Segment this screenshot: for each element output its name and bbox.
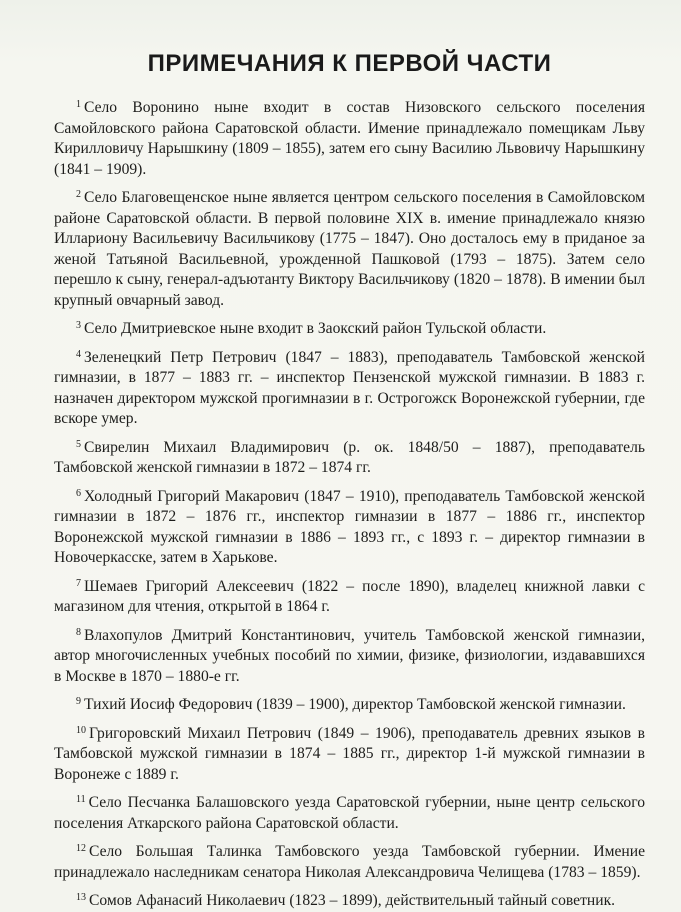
note-item [54,435,645,479]
note-text: Село Большая Талинка Тамбовского уезда Тамбовской губернии. Имение принадлежало наследникам сенатора Николая Александровича Челищева (1783 – 1859). [54,843,645,881]
note-number: 9 [76,696,81,707]
note-item [54,316,645,340]
note-number: 2 [76,189,81,200]
note-number: 7 [76,577,81,589]
page-title: ПРИМЕЧАНИЯ К ПЕРВОЙ ЧАСТИ [147,50,552,77]
note-number: 12 [76,843,86,854]
note-number: 11 [76,794,86,805]
note-item [54,721,645,786]
note-item [54,623,645,688]
note-text: Холодный Григорий Макарович (1847 – 1910), преподаватель Тамбовской женской гимназии в 1872 – 1876 гг., инспектор гимназии в 1877 – 1886 гг., инспектор Воронежской мужской гимназии в 1886 – 1893 гг., с 1893 г. – директор гимназии в Новочеркасске, затем в Харькове. [54,487,645,566]
note-text: Шемаев Григорий Алексеевич (1822 – после 1890), владелец книжной лавки с магазином для чтения, открытой в 1864 г. [54,577,645,615]
note-item [54,692,645,716]
note-item [54,574,645,618]
note-number: 6 [76,487,81,499]
note-text: Село Песчанка Балашовского уезда Саратовской губернии, ныне центр сельского поселения Аткарского района Саратовской области. [54,794,645,832]
note-text: Зеленецкий Петр Петрович (1847 – 1883), преподаватель Тамбовской женской гимназии, в 1877 – 1883 гг. – инспектор Пензенской мужской гимназии. В 1883 г. назначен директором мужской прогимназии в г. Острогожск Воронежской губернии, где вскоре умер. [54,348,645,427]
note-number: 1 [76,99,81,110]
note-text: Село Благовещенское ныне является центром сельского поселения в Самойловском районе Саратовской области. В первой половине XIX в. имение принадлежало князю Иллариону Васильевичу Васильчикову (1775 – 1847). Оно досталось ему в приданое за женой Татьяной Васильевной, урожденной Пашковой (1793 – 1875). Затем село перешло к сыну, генерал-адъютанту Виктору Васильчикову (1820 – 1878). В имении был крупный овчарный завод. [54,189,645,309]
note-number: 3 [76,320,81,331]
note-number: 4 [76,348,81,360]
note-item [54,185,645,311]
note-text: Тихий Иосиф Федорович (1839 – 1900), директор Тамбовской женской гимназии. [84,696,626,713]
note-item [54,95,645,180]
note-number: 5 [76,438,81,450]
note-item [54,888,645,912]
note-number: 13 [76,892,86,903]
note-text: Село Воронино ныне входит в состав Низовского сельского поселения Самойловского района Саратовской области. Имение принадлежало помещикам Льву Кирилловичу Нарышкину (1809 – 1855), затем его сыну Василию Львовичу Нарышкину (1841 – 1909). [54,99,645,178]
note-text: Село Дмитриевское ныне входит в Заокский район Тульской области. [84,320,547,337]
note-item [54,790,645,834]
note-number: 8 [76,626,81,638]
note-item [54,484,645,569]
note-text: Влахопулов Дмитрий Константинович, учитель Тамбовской женской гимназии, автор многочисленных учебных пособий по химии, физике, физиологии, издававшихся в Москве в 1870 – 1880-е гг. [54,626,645,685]
note-number: 10 [76,724,86,736]
note-text: Свирелин Михаил Владимирович (р. ок. 1848/50 – 1887), преподаватель Тамбовской женской гимназии в 1872 – 1874 гг. [54,438,645,476]
note-item [54,345,645,430]
note-text: Сомов Афанасий Николаевич (1823 – 1899), действительный тайный советник. [89,892,616,909]
note-text: Григоровский Михаил Петрович (1849 – 1906), преподаватель древних языков в Тамбовской мужской гимназии в 1874 – 1885 гг., директор 1-й мужской гимназии в Воронеже с 1889 г. [54,724,645,783]
note-item [54,839,645,883]
